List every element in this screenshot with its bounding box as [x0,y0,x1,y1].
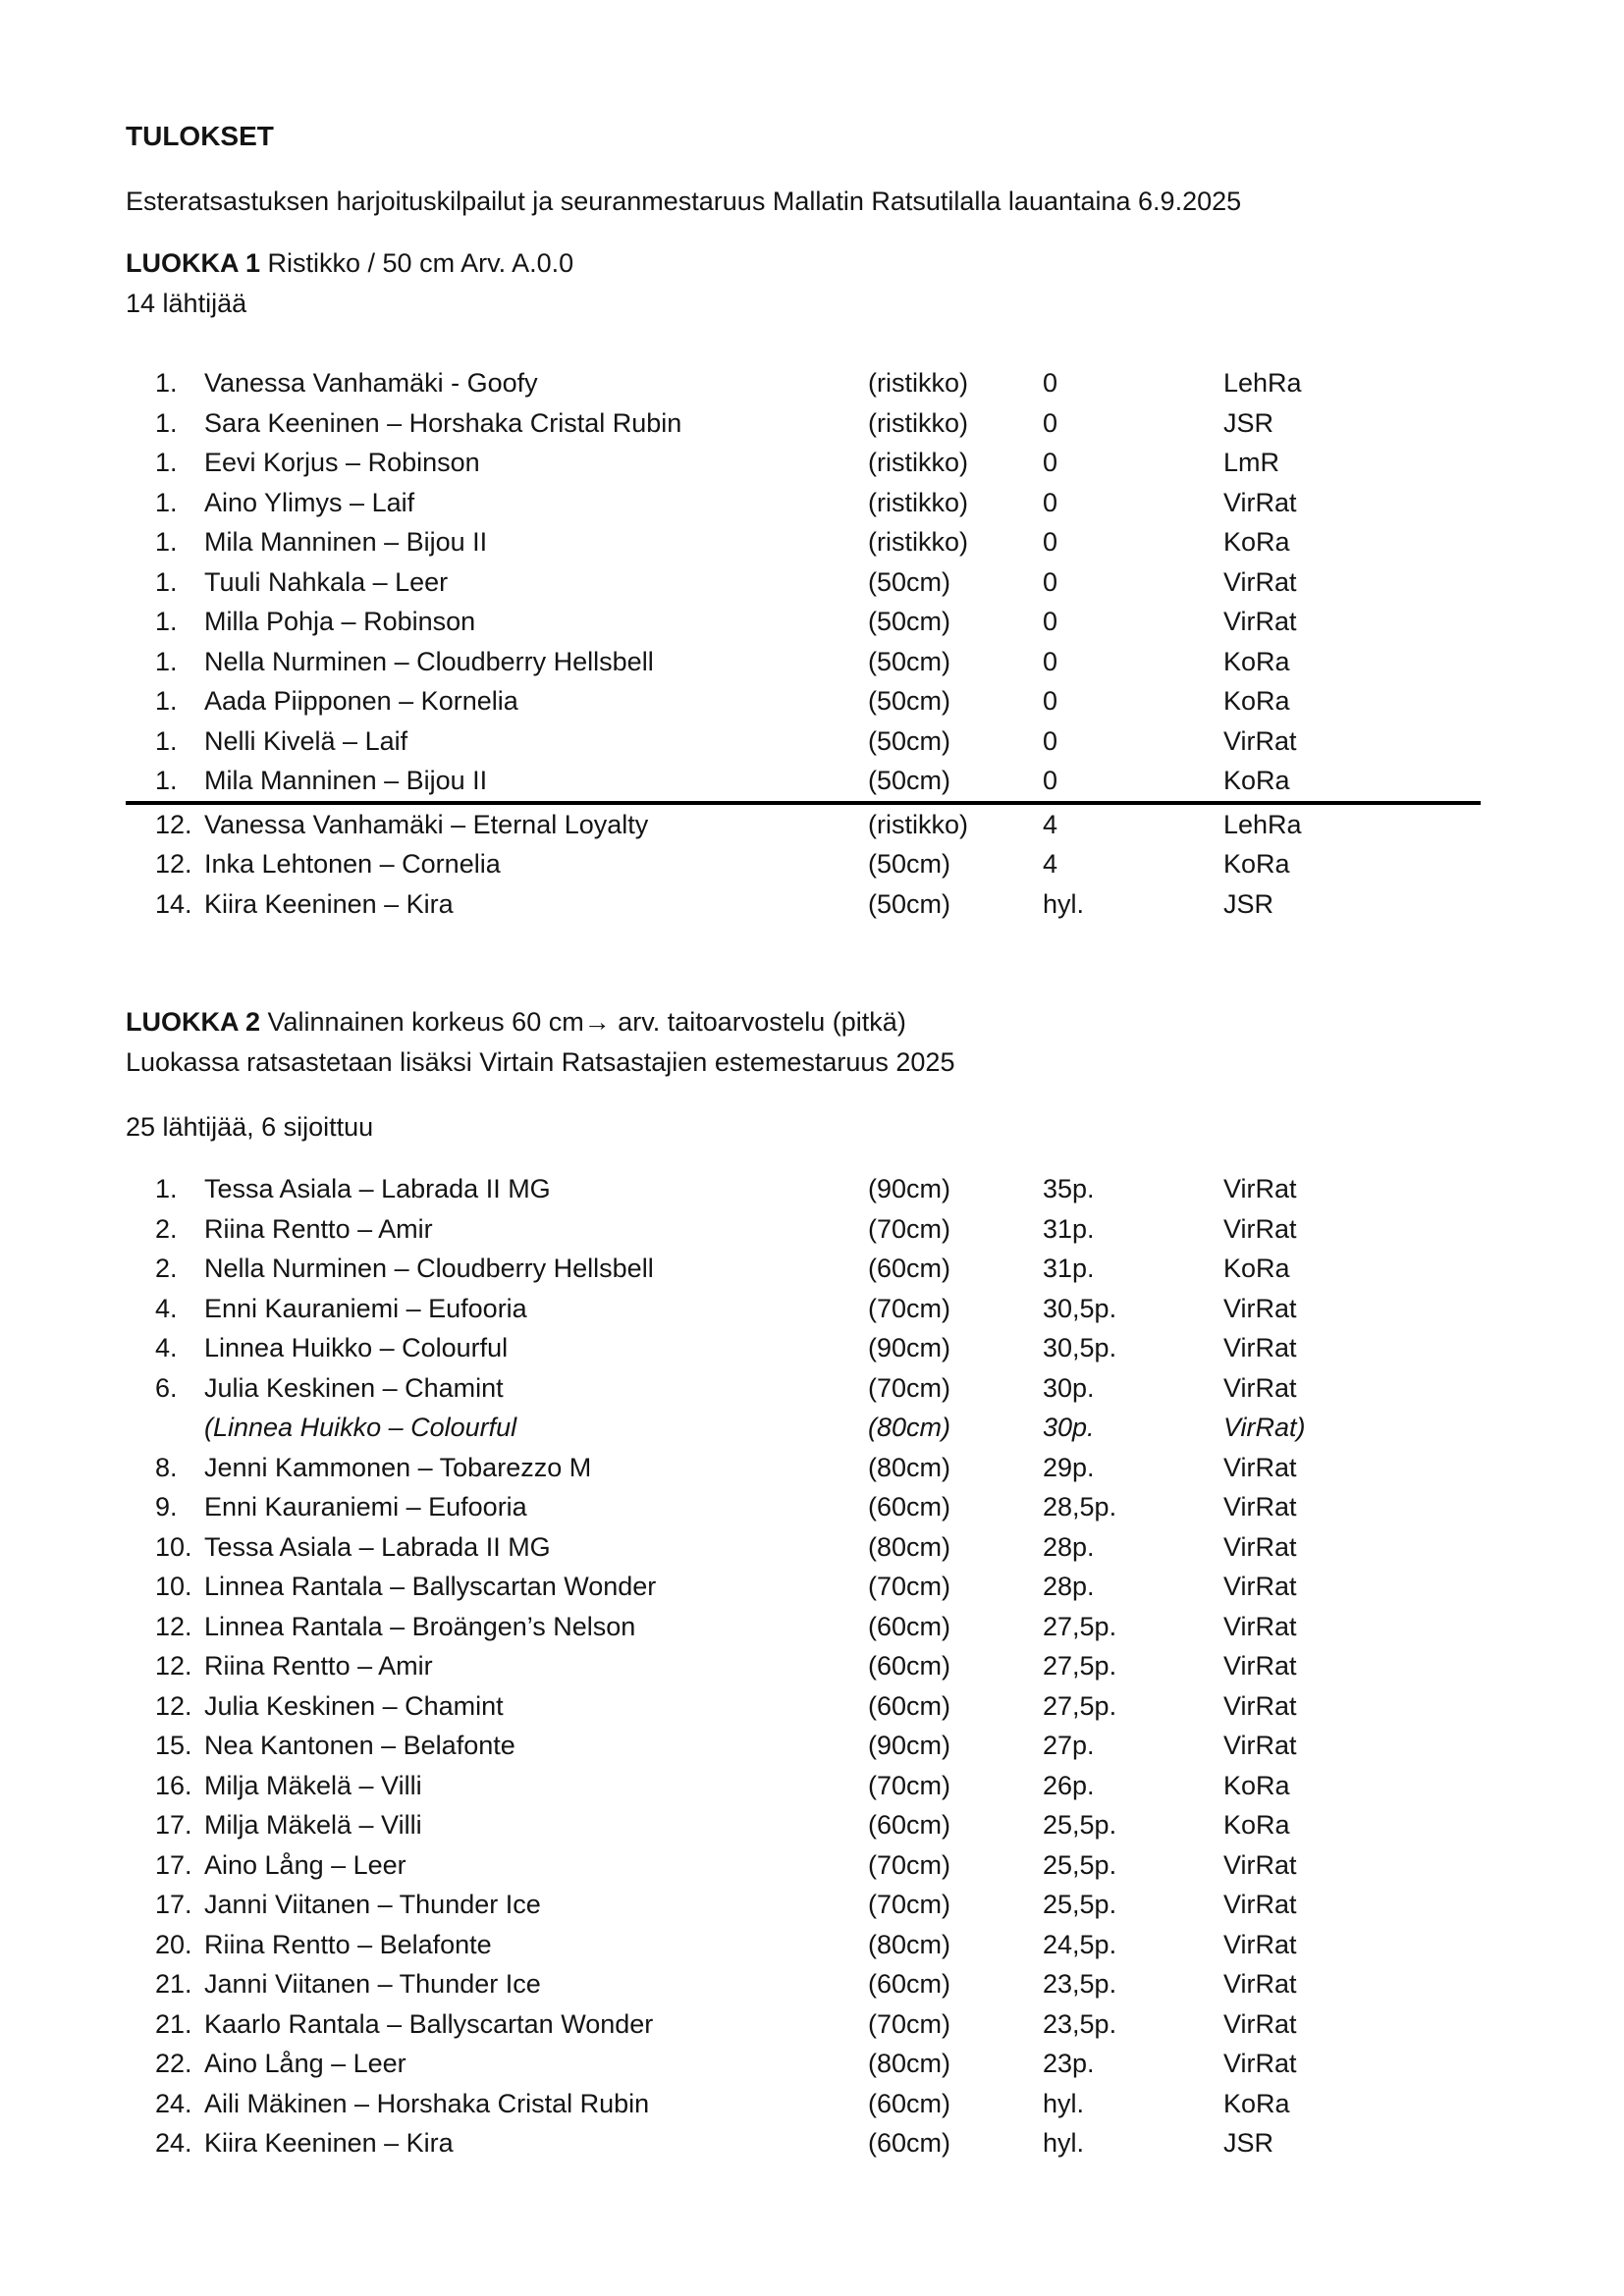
row-rank [155,1408,204,1448]
row-club: VirRat [1223,1929,1297,1959]
row-rank: 17. [155,1849,192,1880]
result-row [155,1686,1506,1727]
class1-heading [126,243,1506,284]
row-club: KoRa [1223,646,1290,676]
row-rank: 1. [155,407,178,438]
row-score: 30p. [1043,1413,1095,1442]
row-rider-horse: Nelli Kivelä – Laif [204,725,408,756]
result-row [155,844,1506,884]
row-height: (70cm) [868,1572,951,1601]
row-club: VirRat [1223,1849,1297,1880]
row-club: VirRat [1223,566,1297,597]
result-row [155,681,1506,721]
row-rider-horse: Mila Manninen – Bijou II [204,766,488,795]
row-club: VirRat [1223,1452,1297,1482]
row-rider-horse: Aili Mäkinen – Horshaka Cristal Rubin [204,2088,650,2118]
row-height: (60cm) [868,1254,951,1283]
result-row [155,1845,1506,1886]
row-rider-horse: Aada Piipponen – Kornelia [204,686,518,716]
row-rank: 8. [155,1452,178,1482]
row-rider-horse: Linnea Huikko – Colourful [204,1333,509,1362]
result-row [155,1487,1506,1527]
row-club: KoRa [1223,766,1290,795]
row-rider-horse: Milja Mäkelä – Villi [204,1770,422,1800]
row-height: (ristikko) [868,448,968,477]
row-club: VirRat [1223,1372,1297,1403]
row-rider-horse: Vanessa Vanhamäki – Eternal Loyalty [204,809,649,839]
row-rider-horse: Kiira Keeninen – Kira [204,888,454,919]
row-club: KoRa [1223,2088,1290,2118]
row-height: (60cm) [868,1690,951,1721]
row-club: KoRa [1223,1770,1290,1800]
row-rank: 1. [155,686,178,716]
row-rank: 1. [155,566,178,597]
row-height: (50cm) [868,888,951,919]
row-score: 29p. [1043,1452,1095,1482]
row-rank: 12. [155,809,192,839]
result-row [155,522,1506,562]
row-height: (80cm) [868,1452,951,1482]
row-score: 0 [1043,448,1058,477]
row-rider-horse: Aino Lång – Leer [204,2049,406,2078]
row-score: 24,5p. [1043,1929,1117,1959]
row-club: LehRa [1223,809,1302,839]
row-score: 0 [1043,487,1058,517]
row-score: 0 [1043,686,1058,716]
row-rider-horse: Sara Keeninen – Horshaka Cristal Rubin [204,407,682,438]
row-height: (50cm) [868,849,951,879]
row-rider-horse: Aino Lång – Leer [204,1849,406,1880]
row-rank: 1. [155,487,178,517]
row-height: (50cm) [868,566,951,597]
result-row [155,1964,1506,2004]
row-rank: 9. [155,1492,178,1522]
row-rank: 17. [155,1810,192,1840]
row-rider-horse: Tuuli Nahkala – Leer [204,566,449,597]
row-club: KoRa [1223,1810,1290,1840]
row-height: (60cm) [868,1492,951,1522]
row-rider-horse: Linnea Rantala – Ballyscartan Wonder [204,1572,657,1601]
row-rider-horse: Kaarlo Rantala – Ballyscartan Wonder [204,2008,654,2039]
row-club: VirRat [1223,1213,1297,1244]
row-score: hyl. [1043,2128,1085,2158]
row-rider-horse: Nea Kantonen – Belafonte [204,1731,515,1760]
row-rank: 1. [155,766,178,795]
row-club: JSR [1223,407,1274,438]
row-rank: 1. [155,527,178,557]
row-club: VirRat [1223,1531,1297,1562]
row-rank: 17. [155,1890,192,1919]
class2-heading-description: Valinnainen korkeus 60 cm→ arv. taitoarvostelu (pitkä) [260,1007,906,1037]
result-row [155,1527,1506,1568]
result-row [155,761,1506,801]
row-score: 0 [1043,368,1058,398]
row-rider-horse: Eevi Korjus – Robinson [204,448,480,477]
row-height: (90cm) [868,1731,951,1760]
row-score: 4 [1043,849,1058,879]
row-height: (90cm) [868,1174,951,1203]
row-rider-horse: Tessa Asiala – Labrada II MG [204,1531,551,1562]
row-height: (60cm) [868,2128,951,2158]
row-score: 4 [1043,809,1058,839]
row-height: (70cm) [868,1849,951,1880]
row-height: (50cm) [868,607,951,636]
row-rider-horse: Inka Lehtonen – Cornelia [204,849,501,879]
row-club: VirRat [1223,1690,1297,1721]
row-height: (50cm) [868,686,951,716]
row-rank: 21. [155,1969,192,1999]
result-row [155,721,1506,762]
row-rank: 21. [155,2008,192,2039]
row-rider-horse: Nella Nurminen – Cloudberry Hellsbell [204,646,654,676]
result-row [155,1766,1506,1806]
row-rider-horse: Janni Viitanen – Thunder Ice [204,1890,541,1919]
class2-heading-label: LUOKKA 2 [126,1007,261,1037]
row-rank: 1. [155,368,178,398]
row-club: VirRat [1223,1611,1297,1641]
row-score: 31p. [1043,1213,1095,1244]
result-row [155,2044,1506,2084]
class1-results-list [126,363,1506,924]
result-row [155,2004,1506,2045]
result-row [155,483,1506,523]
row-rider-horse: Vanessa Vanhamäki - Goofy [204,368,538,398]
row-height: (70cm) [868,1293,951,1323]
row-score: 0 [1043,646,1058,676]
row-score: hyl. [1043,2088,1085,2118]
class1-heading-description: Ristikko / 50 cm Arv. A.0.0 [260,248,574,278]
row-club: VirRat) [1223,1413,1306,1442]
row-rider-horse: Kiira Keeninen – Kira [204,2128,454,2158]
row-club: KoRa [1223,527,1290,557]
row-score: 30p. [1043,1372,1095,1403]
result-row [155,1646,1506,1686]
row-rank: 15. [155,1731,192,1760]
row-club: VirRat [1223,1731,1297,1760]
row-rider-horse: Tessa Asiala – Labrada II MG [204,1174,551,1203]
row-rank: 16. [155,1770,192,1800]
row-height: (ristikko) [868,407,968,438]
result-row [155,443,1506,483]
row-height: (ristikko) [868,368,968,398]
row-rank: 2. [155,1254,178,1283]
row-rank: 24. [155,2128,192,2158]
row-club: LehRa [1223,368,1302,398]
class2-starters: 25 lähtijää, 6 sijoittuu [126,1112,374,1142]
row-rider-horse: Enni Kauraniemi – Eufooria [204,1492,527,1522]
row-rank: 1. [155,725,178,756]
row-height: (ristikko) [868,809,968,839]
result-row [155,363,1506,403]
row-club: KoRa [1223,849,1290,879]
row-height: (70cm) [868,1890,951,1919]
row-score: 27,5p. [1043,1690,1117,1721]
result-row [155,1805,1506,1845]
row-rider-horse: Nella Nurminen – Cloudberry Hellsbell [204,1254,654,1283]
row-club: VirRat [1223,607,1297,636]
result-row [155,1607,1506,1647]
row-rank: 12. [155,1690,192,1721]
row-rider-horse: Enni Kauraniemi – Eufooria [204,1293,527,1323]
row-height: (80cm) [868,1413,951,1442]
row-club: VirRat [1223,2049,1297,2078]
row-club: VirRat [1223,1969,1297,1999]
row-height: (60cm) [868,1651,951,1681]
row-rank: 1. [155,646,178,676]
row-rank: 12. [155,849,192,879]
row-rider-horse: Mila Manninen – Bijou II [204,527,488,557]
result-row [155,1408,1506,1448]
row-score: 23,5p. [1043,1969,1117,1999]
row-height: (60cm) [868,1611,951,1641]
row-score: 31p. [1043,1254,1095,1283]
result-row [155,1925,1506,1965]
row-club: KoRa [1223,686,1290,716]
row-club: VirRat [1223,2008,1297,2039]
row-club: VirRat [1223,1651,1297,1681]
row-score: 25,5p. [1043,1810,1117,1840]
row-score: 30,5p. [1043,1333,1117,1362]
row-height: (70cm) [868,1213,951,1244]
row-height: (50cm) [868,725,951,756]
row-score: 25,5p. [1043,1849,1117,1880]
row-score: 27p. [1043,1731,1095,1760]
result-row [155,1368,1506,1409]
row-rank: 1. [155,1174,178,1203]
row-rank: 1. [155,607,178,636]
row-height: (50cm) [868,766,951,795]
row-rider-horse: Milja Mäkelä – Villi [204,1810,422,1840]
row-rank: 10. [155,1531,192,1562]
result-row [155,1885,1506,1925]
result-row [155,1169,1506,1209]
row-rider-horse: Jenni Kammonen – Tobarezzo M [204,1452,592,1482]
row-rider-horse: Julia Keskinen – Chamint [204,1372,504,1403]
class1-heading-label: LUOKKA 1 [126,248,261,278]
row-height: (70cm) [868,2008,951,2039]
row-club: LmR [1223,448,1280,477]
row-club: VirRat [1223,1572,1297,1601]
row-rider-horse: Linnea Rantala – Broängen’s Nelson [204,1611,636,1641]
row-club: VirRat [1223,1492,1297,1522]
row-rank: 20. [155,1929,192,1959]
row-score: 28p. [1043,1531,1095,1562]
row-score: 23p. [1043,2049,1095,2078]
row-rider-horse: Riina Rentto – Amir [204,1213,433,1244]
row-height: (80cm) [868,2049,951,2078]
row-rank: 24. [155,2088,192,2118]
result-row [155,1289,1506,1329]
row-score: 0 [1043,527,1058,557]
row-club: VirRat [1223,1174,1297,1203]
row-club: VirRat [1223,1890,1297,1919]
result-row [155,1448,1506,1488]
row-score: 30,5p. [1043,1293,1117,1323]
row-score: 35p. [1043,1174,1095,1203]
row-score: 26p. [1043,1770,1095,1800]
result-row [155,1209,1506,1250]
row-score: 0 [1043,725,1058,756]
class2-heading-line2: Luokassa ratsastetaan lisäksi Virtain Ratsastajien estemestaruus 2025 [126,1047,955,1077]
row-rank: 4. [155,1333,178,1362]
class2-heading [126,1002,1506,1042]
row-rank: 10. [155,1572,192,1601]
row-score: 28p. [1043,1572,1095,1601]
result-row [155,884,1506,925]
row-score: 0 [1043,566,1058,597]
row-score: 27,5p. [1043,1651,1117,1681]
event-subtitle: Esteratsastuksen harjoituskilpailut ja seuranmestaruus Mallatin Ratsutilalla lauantaina 6.9.2025 [126,187,1242,216]
row-score: 0 [1043,607,1058,636]
row-height: (80cm) [868,1929,951,1959]
row-rank: 6. [155,1372,178,1403]
row-height: (80cm) [868,1531,951,1562]
row-height: (90cm) [868,1333,951,1362]
row-height: (70cm) [868,1770,951,1800]
result-row [155,805,1506,845]
row-club: JSR [1223,888,1274,919]
row-club: VirRat [1223,1293,1297,1323]
result-row [155,1328,1506,1368]
row-rider-horse: (Linnea Huikko – Colourful [204,1413,517,1442]
row-rider-horse: Riina Rentto – Belafonte [204,1929,492,1959]
row-club: VirRat [1223,725,1297,756]
row-rider-horse: Aino Ylimys – Laif [204,487,415,517]
row-rank: 2. [155,1213,178,1244]
result-row [155,1567,1506,1607]
row-height: (ristikko) [868,527,968,557]
result-row [155,2123,1506,2163]
row-rank: 1. [155,448,178,477]
row-rider-horse: Riina Rentto – Amir [204,1651,433,1681]
row-score: 0 [1043,407,1058,438]
row-rank: 4. [155,1293,178,1323]
row-height: (60cm) [868,1810,951,1840]
result-row [155,403,1506,444]
row-club: VirRat [1223,1333,1297,1362]
row-height: (70cm) [868,1372,951,1403]
row-rider-horse: Milla Pohja – Robinson [204,607,476,636]
row-score: 28,5p. [1043,1492,1117,1522]
row-score: 25,5p. [1043,1890,1117,1919]
result-row [155,2084,1506,2124]
row-score: 0 [1043,766,1058,795]
result-row [155,1726,1506,1766]
page-title: TULOKSET [126,121,274,151]
class2-results-list [126,1169,1506,2163]
row-score: 23,5p. [1043,2008,1117,2039]
row-rider-horse: Julia Keskinen – Chamint [204,1690,504,1721]
result-row [155,642,1506,682]
row-score: hyl. [1043,888,1085,919]
result-row [155,602,1506,642]
row-club: VirRat [1223,487,1297,517]
row-rank: 12. [155,1651,192,1681]
row-height: (60cm) [868,1969,951,1999]
row-club: KoRa [1223,1254,1290,1283]
row-rank: 14. [155,888,192,919]
row-rider-horse: Janni Viitanen – Thunder Ice [204,1969,541,1999]
row-height: (60cm) [868,2088,951,2118]
row-height: (50cm) [868,646,951,676]
row-club: JSR [1223,2128,1274,2158]
result-row [155,1249,1506,1289]
row-rank: 22. [155,2049,192,2078]
class1-starters: 14 lähtijää [126,289,247,318]
row-rank: 12. [155,1611,192,1641]
row-height: (ristikko) [868,487,968,517]
row-score: 27,5p. [1043,1611,1117,1641]
result-row [155,562,1506,603]
